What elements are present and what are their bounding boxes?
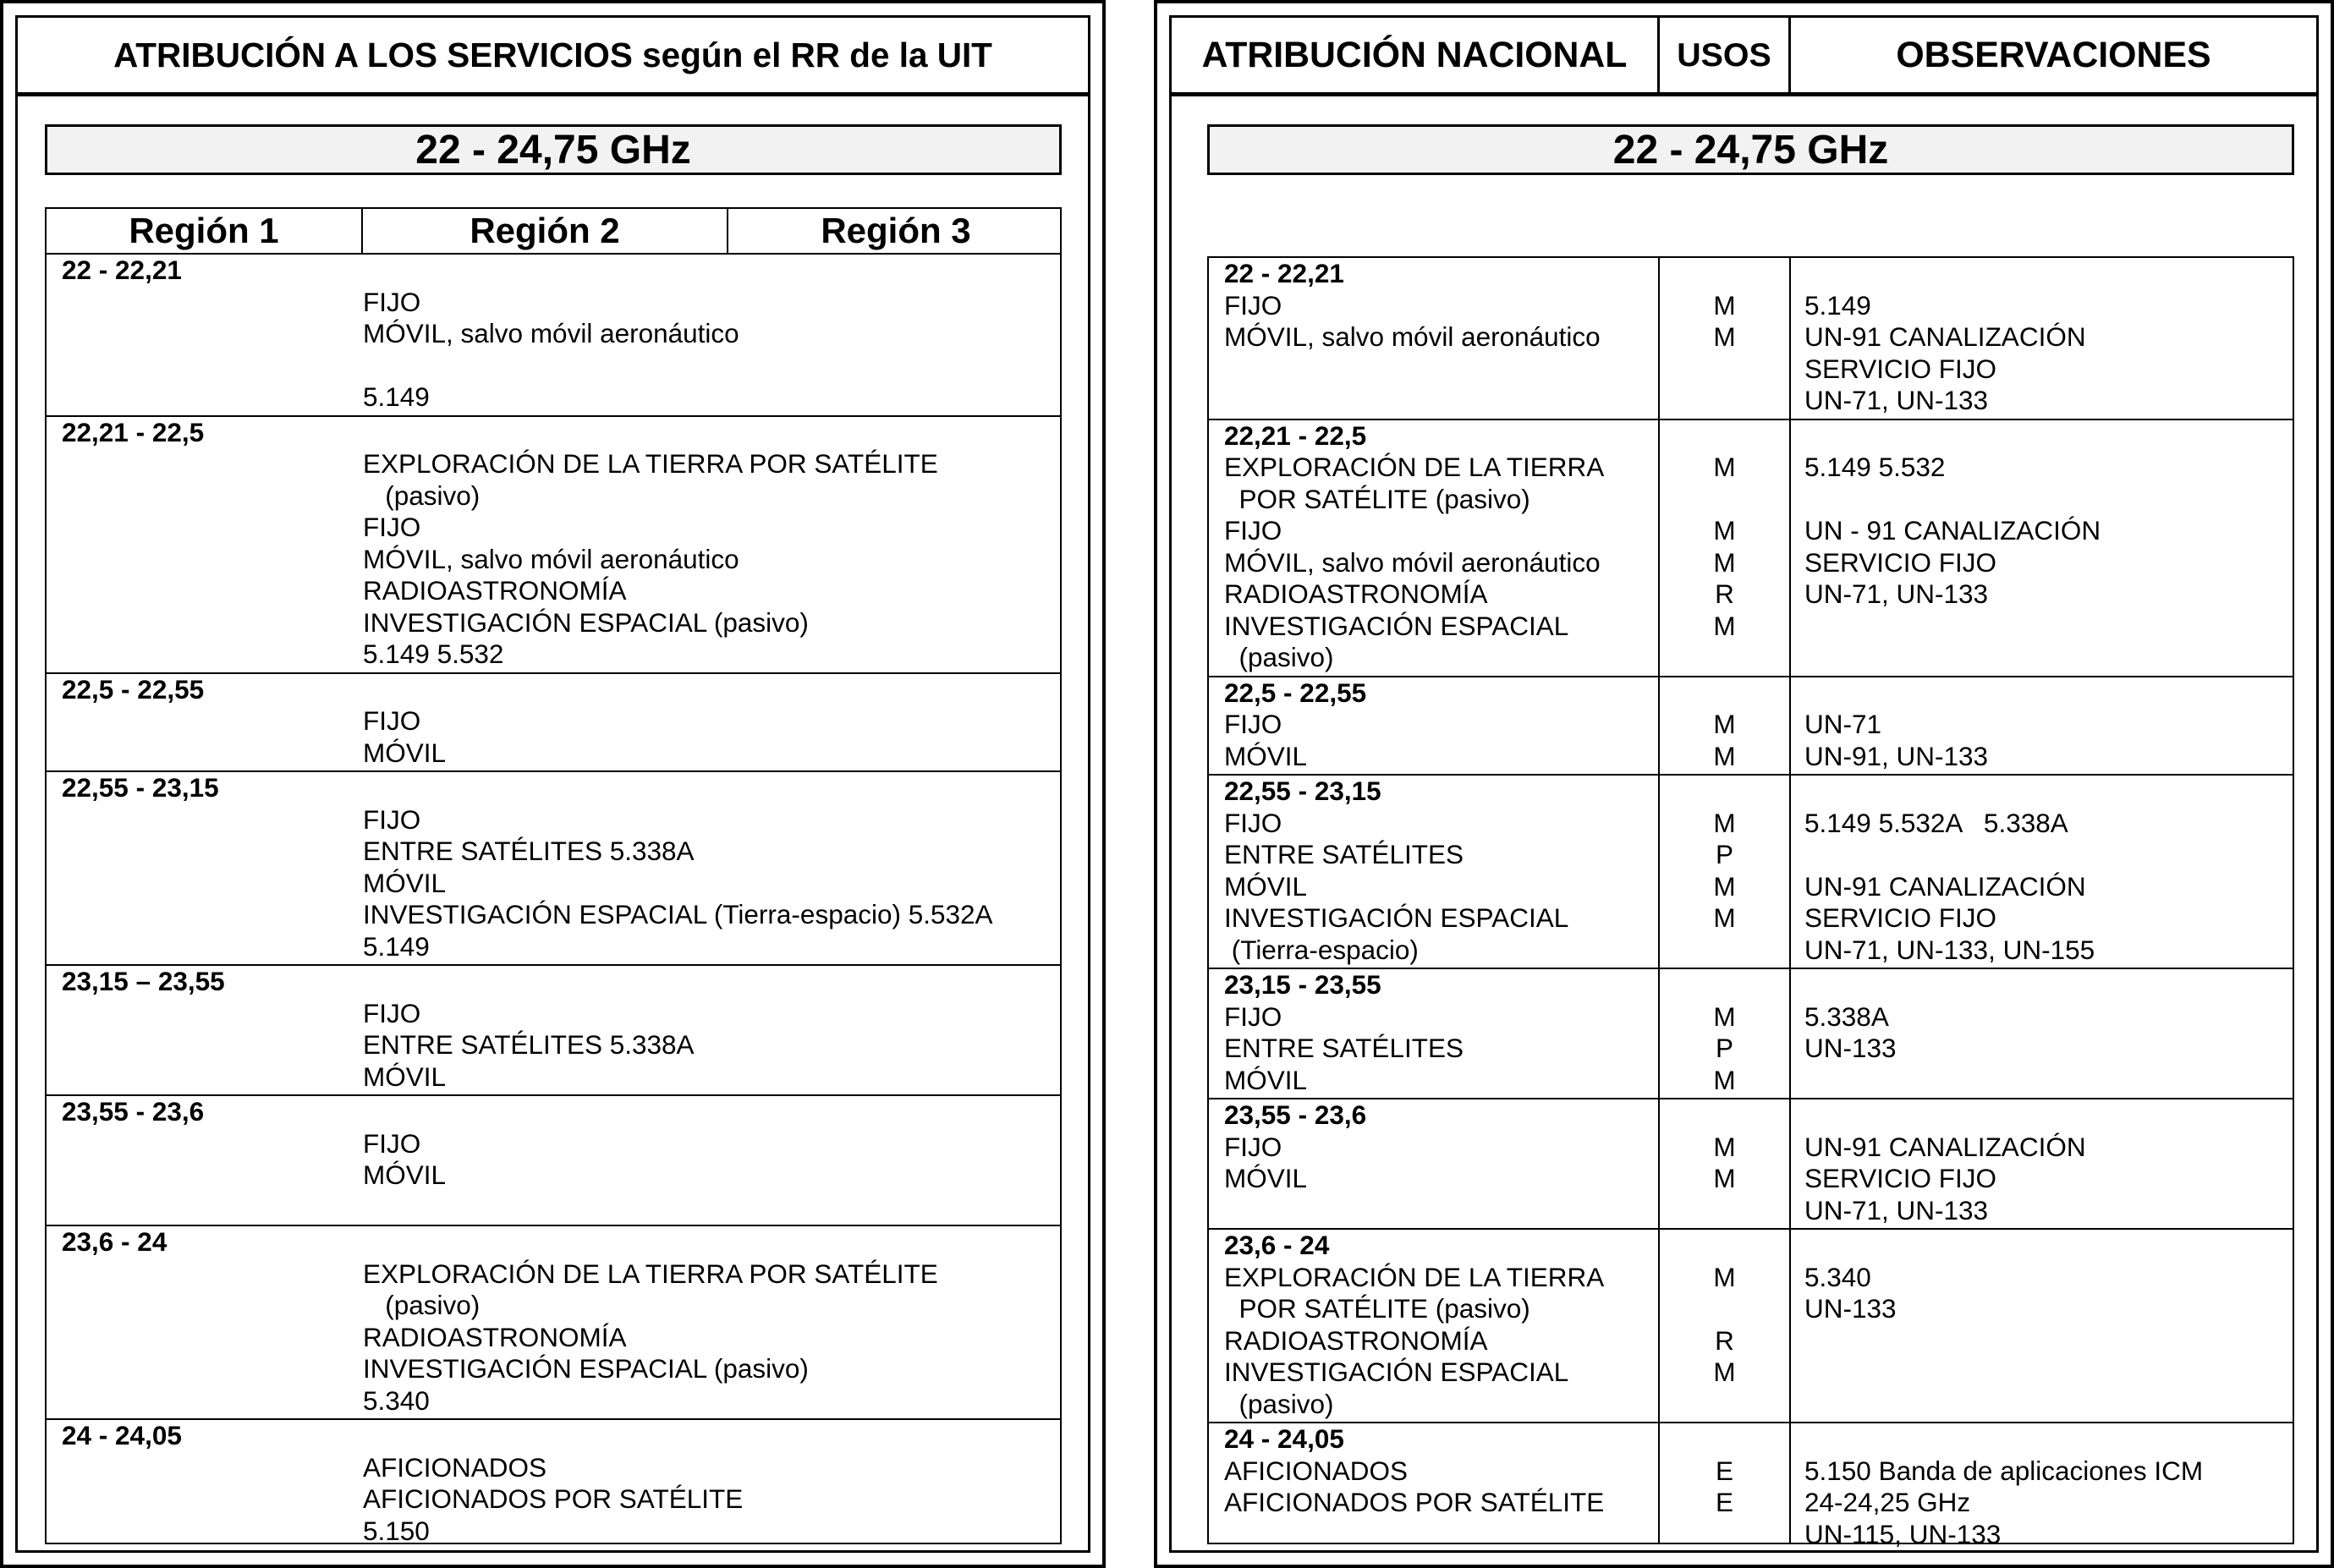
allocation-line: ENTRE SATÉLITES 5.338A xyxy=(363,1029,695,1060)
observation: 24-24,25 GHz xyxy=(1804,1487,1971,1517)
usage-code: M xyxy=(1713,1163,1736,1193)
band-range: 22,21 - 22,5 xyxy=(1224,419,1367,451)
service-name: FIJO xyxy=(1224,1131,1282,1162)
service-name: EXPLORACIÓN DE LA TIERRA xyxy=(1224,452,1605,482)
observation: SERVICIO FIJO xyxy=(1804,1163,1996,1193)
allocation-line: INVESTIGACIÓN ESPACIAL (Tierra-espacio) 5.532A xyxy=(363,899,993,929)
service-name: ENTRE SATÉLITES xyxy=(1224,839,1464,869)
allocation-line: MÓVIL, salvo móvil aeronáutico xyxy=(363,318,739,348)
usage-code: M xyxy=(1713,452,1736,482)
allocation-line: MÓVIL xyxy=(363,867,447,898)
band-row xyxy=(47,674,1060,773)
service-name: RADIOASTRONOMÍA xyxy=(1224,578,1488,609)
band-range: 23,15 – 23,55 xyxy=(62,966,225,996)
usos-header-title: USOS xyxy=(1677,36,1771,74)
band-range: 23,55 - 23,6 xyxy=(1224,1099,1367,1130)
region-header-row xyxy=(47,209,1060,255)
observation: UN-71, UN-133 xyxy=(1804,578,1989,609)
band-range: 23,6 - 24 xyxy=(62,1226,167,1257)
band-row xyxy=(1209,677,2293,776)
usage-code: M xyxy=(1713,610,1736,641)
service-name: INVESTIGACIÓN ESPACIAL xyxy=(1224,1357,1569,1387)
itu-allocation-panel xyxy=(0,0,1106,1568)
service-name: POR SATÉLITE (pasivo) xyxy=(1224,483,1530,514)
usage-code: M xyxy=(1713,807,1736,838)
band-row xyxy=(1209,969,2293,1099)
service-name: MÓVIL xyxy=(1224,870,1308,902)
usage-code: M xyxy=(1713,289,1736,321)
observation: UN-115, UN-133 xyxy=(1804,1518,2002,1549)
band-row xyxy=(1209,1230,2293,1423)
region-2-header: Región 2 xyxy=(470,211,620,250)
allocation-line: FIJO xyxy=(363,803,421,835)
service-name: (pasivo) xyxy=(1224,642,1334,672)
usage-code: M xyxy=(1713,515,1736,546)
service-name: FIJO xyxy=(1224,289,1282,321)
allocation-line: INVESTIGACIÓN ESPACIAL (pasivo) xyxy=(363,606,809,638)
national-allocation-table xyxy=(1207,256,2294,1549)
service-name: MÓVIL xyxy=(1224,1163,1308,1193)
itu-panel-frame xyxy=(15,15,1090,1553)
observation: UN-91 CANALIZACIÓN xyxy=(1804,1131,2086,1162)
service-name: FIJO xyxy=(1224,807,1282,838)
observation: UN-133 xyxy=(1804,1293,1897,1324)
service-name: AFICIONADOS xyxy=(1224,1455,1409,1486)
usage-code: P xyxy=(1715,1033,1733,1063)
band-range: 22,55 - 23,15 xyxy=(1224,776,1381,806)
observation: 5.338A xyxy=(1804,1001,1889,1032)
allocation-line: 5.149 5.532 xyxy=(363,639,504,669)
band-range: 22,5 - 22,55 xyxy=(1224,677,1367,708)
service-name: RADIOASTRONOMÍA xyxy=(1224,1324,1488,1356)
observation: UN-91, UN-133 xyxy=(1804,740,1989,771)
allocation-line: EXPLORACIÓN DE LA TIERRA POR SATÉLITE xyxy=(363,1258,938,1289)
observation: 5.149 xyxy=(1804,289,1871,321)
service-name: MÓVIL xyxy=(1224,1064,1308,1095)
right-band-title: 22 - 24,75 GHz xyxy=(1207,124,2294,175)
usage-code: P xyxy=(1715,839,1733,869)
observation: UN-71 xyxy=(1804,709,1882,739)
left-band-title: 22 - 24,75 GHz xyxy=(45,124,1062,175)
service-name: MÓVIL, salvo móvil aeronáutico xyxy=(1224,546,1601,578)
observation: 5.340 xyxy=(1804,1261,1871,1292)
service-name: AFICIONADOS POR SATÉLITE xyxy=(1224,1487,1605,1517)
band-row xyxy=(47,966,1060,1096)
itu-header xyxy=(18,18,1088,96)
allocation-line: (pasivo) xyxy=(363,1290,481,1320)
allocation-line: MÓVIL xyxy=(363,737,447,768)
observation: SERVICIO FIJO xyxy=(1804,546,1996,578)
usage-code: M xyxy=(1713,870,1736,902)
service-name: INVESTIGACIÓN ESPACIAL xyxy=(1224,610,1569,641)
band-range: 22 - 22,21 xyxy=(1224,258,1344,288)
service-name: MÓVIL, salvo móvil aeronáutico xyxy=(1224,321,1601,352)
allocation-line: MÓVIL, salvo móvil aeronáutico xyxy=(363,543,739,574)
allocation-line: RADIOASTRONOMÍA xyxy=(363,1321,627,1352)
band-row xyxy=(47,1096,1060,1226)
observation: SERVICIO FIJO xyxy=(1804,353,1996,384)
service-name: FIJO xyxy=(1224,709,1282,739)
service-name: EXPLORACIÓN DE LA TIERRA xyxy=(1224,1261,1605,1292)
allocation-line: FIJO xyxy=(363,1127,421,1159)
observation: UN-91 CANALIZACIÓN xyxy=(1804,870,2086,902)
allocation-line: AFICIONADOS xyxy=(363,1451,547,1483)
band-range: 23,6 - 24 xyxy=(1224,1230,1330,1260)
service-name: (Tierra-espacio) xyxy=(1224,934,1419,965)
band-row xyxy=(47,772,1060,966)
band-range: 22,5 - 22,55 xyxy=(62,673,205,705)
allocation-line: 5.149 xyxy=(363,930,430,962)
usage-code: M xyxy=(1713,1001,1736,1032)
band-row xyxy=(1209,1099,2293,1230)
observation: SERVICIO FIJO xyxy=(1804,902,1996,933)
allocation-line: 5.149 xyxy=(363,381,430,412)
band-row xyxy=(1209,776,2293,969)
band-row xyxy=(1209,420,2293,677)
band-row xyxy=(47,1226,1060,1420)
allocation-line: 5.340 xyxy=(363,1384,430,1416)
allocation-line: INVESTIGACIÓN ESPACIAL (pasivo) xyxy=(363,1353,809,1384)
observation: UN-133 xyxy=(1804,1033,1897,1063)
usage-code: E xyxy=(1715,1487,1733,1517)
national-header xyxy=(1172,18,2316,96)
allocation-line: AFICIONADOS POR SATÉLITE xyxy=(363,1483,744,1514)
allocation-line: (pasivo) xyxy=(363,480,481,511)
usage-code: M xyxy=(1713,709,1736,739)
band-row xyxy=(1209,1423,2293,1554)
usage-code: M xyxy=(1713,902,1736,933)
usage-code: E xyxy=(1715,1455,1733,1486)
band-row xyxy=(1209,258,2293,420)
usage-code: M xyxy=(1713,321,1736,352)
usage-code: R xyxy=(1715,1324,1734,1356)
region-1-header: Región 1 xyxy=(129,211,279,250)
service-name: FIJO xyxy=(1224,1001,1282,1032)
band-range: 23,15 - 23,55 xyxy=(1224,969,1381,1000)
allocation-line: FIJO xyxy=(363,997,421,1028)
allocation-line: MÓVIL xyxy=(363,1160,447,1190)
band-row xyxy=(47,417,1060,674)
region-divider xyxy=(727,209,728,253)
allocation-line: EXPLORACIÓN DE LA TIERRA POR SATÉLITE xyxy=(363,448,938,479)
observation: UN-71, UN-133, UN-155 xyxy=(1804,934,2095,965)
allocation-line: 5.150 xyxy=(363,1515,430,1546)
service-name: POR SATÉLITE (pasivo) xyxy=(1224,1293,1530,1324)
usage-code: M xyxy=(1713,1064,1736,1095)
band-range: 22,55 - 23,15 xyxy=(62,772,219,803)
band-range: 24 - 24,05 xyxy=(62,1420,182,1450)
national-panel-frame xyxy=(1169,15,2319,1553)
itu-allocation-table xyxy=(45,207,1062,1544)
region-divider xyxy=(361,209,363,253)
service-name: MÓVIL xyxy=(1224,740,1308,771)
observation: UN - 91 CANALIZACIÓN xyxy=(1804,515,2101,546)
observation: 5.149 5.532A 5.338A xyxy=(1804,807,2068,838)
band-range: 22 - 22,21 xyxy=(62,255,182,285)
observation: 5.150 Banda de aplicaciones ICM xyxy=(1804,1455,2204,1486)
itu-header-title: ATRIBUCIÓN A LOS SERVICIOS según el RR de la UIT xyxy=(113,35,992,74)
usage-code: M xyxy=(1713,1131,1736,1162)
region-3-header: Región 3 xyxy=(821,211,971,250)
allocation-line: ENTRE SATÉLITES 5.338A xyxy=(363,836,695,866)
observation: UN-71, UN-133 xyxy=(1804,385,1989,415)
band-row xyxy=(47,255,1060,417)
band-range: 24 - 24,05 xyxy=(1224,1423,1344,1454)
national-header-title: ATRIBUCIÓN NACIONAL xyxy=(1201,34,1628,75)
band-range: 22,21 - 22,5 xyxy=(62,416,205,447)
observation: UN-91 CANALIZACIÓN xyxy=(1804,321,2086,352)
allocation-line: RADIOASTRONOMÍA xyxy=(363,575,627,606)
usage-code: M xyxy=(1713,1261,1736,1292)
observation: UN-71, UN-133 xyxy=(1804,1194,1989,1225)
allocation-line: MÓVIL xyxy=(363,1061,447,1092)
usage-code: M xyxy=(1713,546,1736,578)
band-row xyxy=(47,1420,1060,1550)
national-allocation-panel xyxy=(1154,0,2334,1568)
allocation-line: FIJO xyxy=(363,286,421,317)
observation: 5.149 5.532 xyxy=(1804,452,1946,482)
service-name: INVESTIGACIÓN ESPACIAL xyxy=(1224,902,1569,933)
observaciones-header-title: OBSERVACIONES xyxy=(1896,34,2211,75)
service-name: (pasivo) xyxy=(1224,1388,1334,1419)
usage-code: R xyxy=(1715,578,1734,609)
allocation-line: FIJO xyxy=(363,705,421,736)
service-name: FIJO xyxy=(1224,515,1282,546)
usage-code: M xyxy=(1713,1357,1736,1387)
usage-code: M xyxy=(1713,740,1736,771)
band-range: 23,55 - 23,6 xyxy=(62,1096,205,1127)
allocation-line: FIJO xyxy=(363,512,421,542)
service-name: ENTRE SATÉLITES xyxy=(1224,1033,1464,1063)
